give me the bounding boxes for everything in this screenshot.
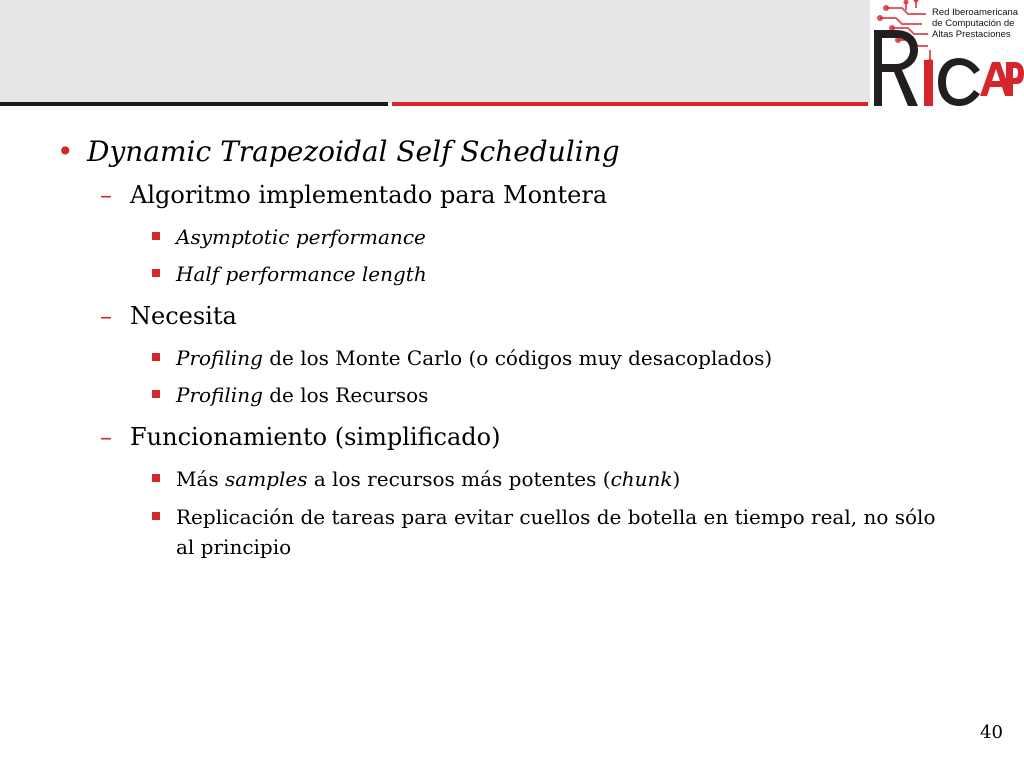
italic-term: Profiling [176, 346, 263, 370]
italic-term: Asymptotic performance [176, 225, 426, 249]
text-run: Más [176, 467, 226, 491]
header-rule-dark [0, 102, 388, 106]
square-bullet-icon [152, 353, 160, 361]
square-bullet-icon [152, 269, 160, 277]
logo-caption [932, 7, 1024, 40]
bullet-dot-icon: • [57, 135, 74, 168]
header-band [0, 0, 870, 103]
section-label: Algoritmo implementado para Montera [130, 181, 608, 209]
italic-term: Profiling [176, 383, 263, 407]
italic-term: chunk [610, 467, 673, 491]
dash-icon: – [100, 181, 112, 209]
list-item-text [176, 343, 956, 373]
list-item-text [176, 464, 956, 494]
list-item-text [176, 502, 956, 562]
header-rule-red [392, 102, 868, 106]
square-bullet-icon [152, 232, 160, 240]
logo-caption-line: Red Iberoamericana [932, 7, 1019, 18]
list-item-text [176, 380, 956, 410]
text-run: de los Monte Carlo (o códigos muy desacoplados) [262, 346, 773, 370]
square-bullet-icon [152, 512, 160, 520]
text-run: Replicación de tareas para evitar cuellos de botella en tiempo real, no sólo al principio [176, 505, 936, 559]
section-label: Funcionamiento (simplificado) [130, 423, 501, 451]
section-label: Necesita [130, 302, 237, 330]
text-run: a los recursos más potentes ( [307, 467, 611, 491]
text-run: de los Recursos [262, 383, 429, 407]
logo-caption-line: de Computación de [932, 18, 1015, 29]
logo-caption-line: Altas Prestaciones [932, 29, 1011, 40]
list-item-text [176, 222, 956, 252]
dash-icon: – [100, 302, 112, 330]
list-item-text [176, 259, 956, 289]
slide-title: Dynamic Trapezoidal Self Scheduling [87, 135, 620, 168]
dash-icon: – [100, 423, 112, 451]
page-number: 40 [980, 722, 1003, 743]
square-bullet-icon [152, 474, 160, 482]
italic-term: samples [225, 467, 308, 491]
square-bullet-icon [152, 390, 160, 398]
text-run: ) [672, 467, 681, 491]
italic-term: Half performance length [176, 262, 427, 286]
